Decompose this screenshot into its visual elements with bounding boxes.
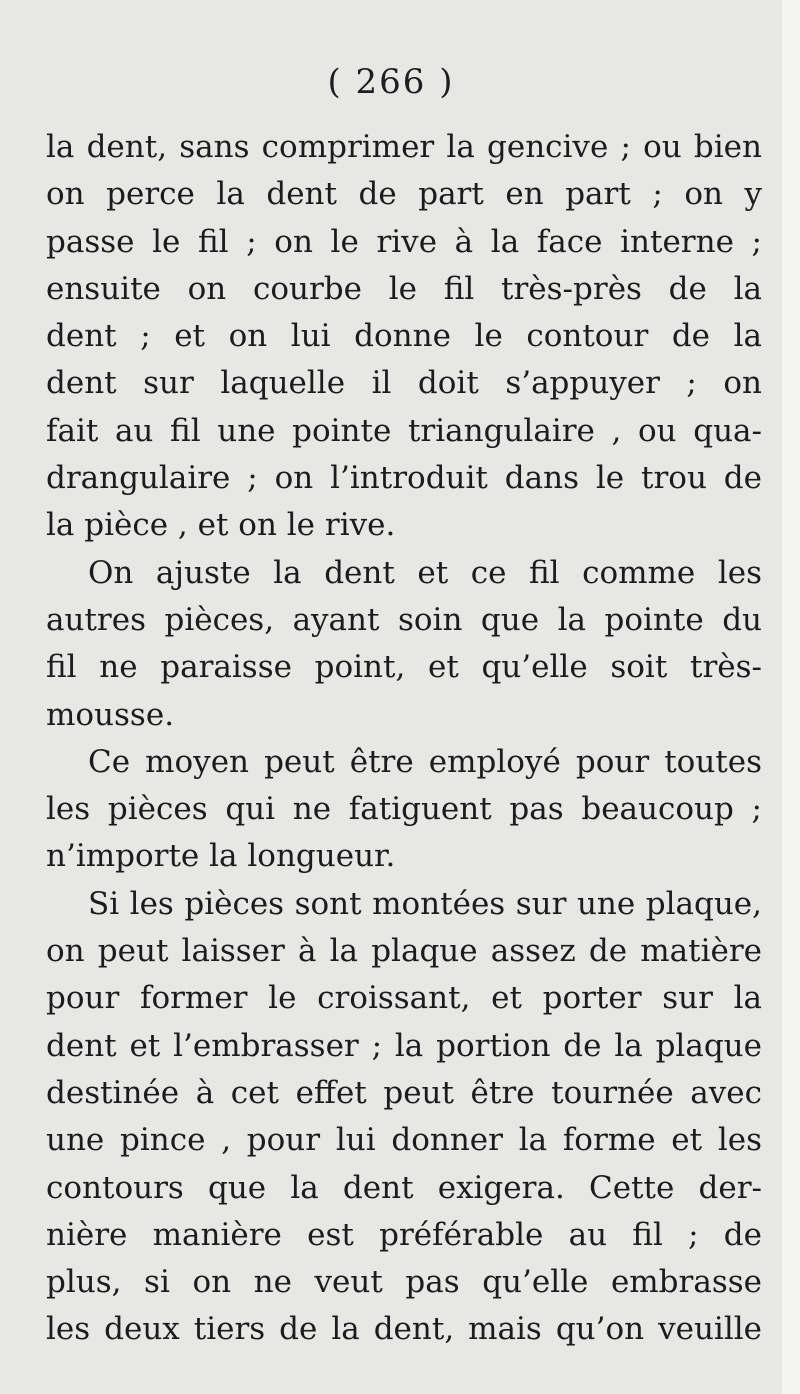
text-line: autres pièces, ayant soin que la pointe du [46, 601, 762, 638]
text-line: n’importe la longueur. [46, 838, 396, 875]
text-line: la dent, sans comprimer la gencive ; ou bien [46, 129, 762, 165]
text-line: dent et l’embrasser ; la portion de la plaque [46, 1027, 762, 1064]
text-line: On ajuste la dent et ce fil comme les [88, 554, 762, 591]
text-line: une pince , pour lui donner la forme et les [46, 1122, 762, 1159]
page-number: ( 266 ) [327, 62, 455, 102]
text-line: contours que la dent exigera. Cette der- [46, 1169, 762, 1206]
text-line: mousse. [46, 696, 175, 733]
text-line: les deux tiers de la dent, mais qu’on veuille [46, 1311, 762, 1348]
page-edge [782, 0, 800, 1394]
text-line: les pièces qui ne fatiguent pas beaucoup ; [46, 791, 762, 828]
text-line: on perce la dent de part en part ; on y [46, 176, 762, 213]
text-line: Si les pièces sont montées sur une plaque, [88, 885, 762, 922]
text-line: passe le fil ; on le rive à la face interne ; [46, 223, 762, 260]
text-line: la pièce , et on le rive. [46, 507, 396, 544]
text-line: ensuite on courbe le fil très-près de la [46, 270, 762, 307]
text-line: destinée à cet effet peut être tournée avec [46, 1074, 762, 1111]
text-line: fil ne paraisse point, et qu’elle soit très- [46, 649, 762, 686]
text-line: nière manière est préférable au fil ; de [46, 1216, 762, 1253]
text-line: dent sur laquelle il doit s’appuyer ; on [46, 365, 762, 402]
text-line: Ce moyen peut être employé pour toutes [88, 743, 762, 780]
body-text [46, 124, 762, 1354]
text-line: dent ; et on lui donne le contour de la [46, 318, 762, 355]
text-line: plus, si on ne veut pas qu’elle embrasse [46, 1264, 762, 1301]
text-line: fait au fil une pointe triangulaire , ou qua- [46, 412, 762, 449]
text-line: on peut laisser à la plaque assez de matière [46, 933, 762, 970]
text-line: drangulaire ; on l’introduit dans le trou de [46, 460, 762, 497]
text-line: pour former le croissant, et porter sur la [46, 980, 762, 1017]
